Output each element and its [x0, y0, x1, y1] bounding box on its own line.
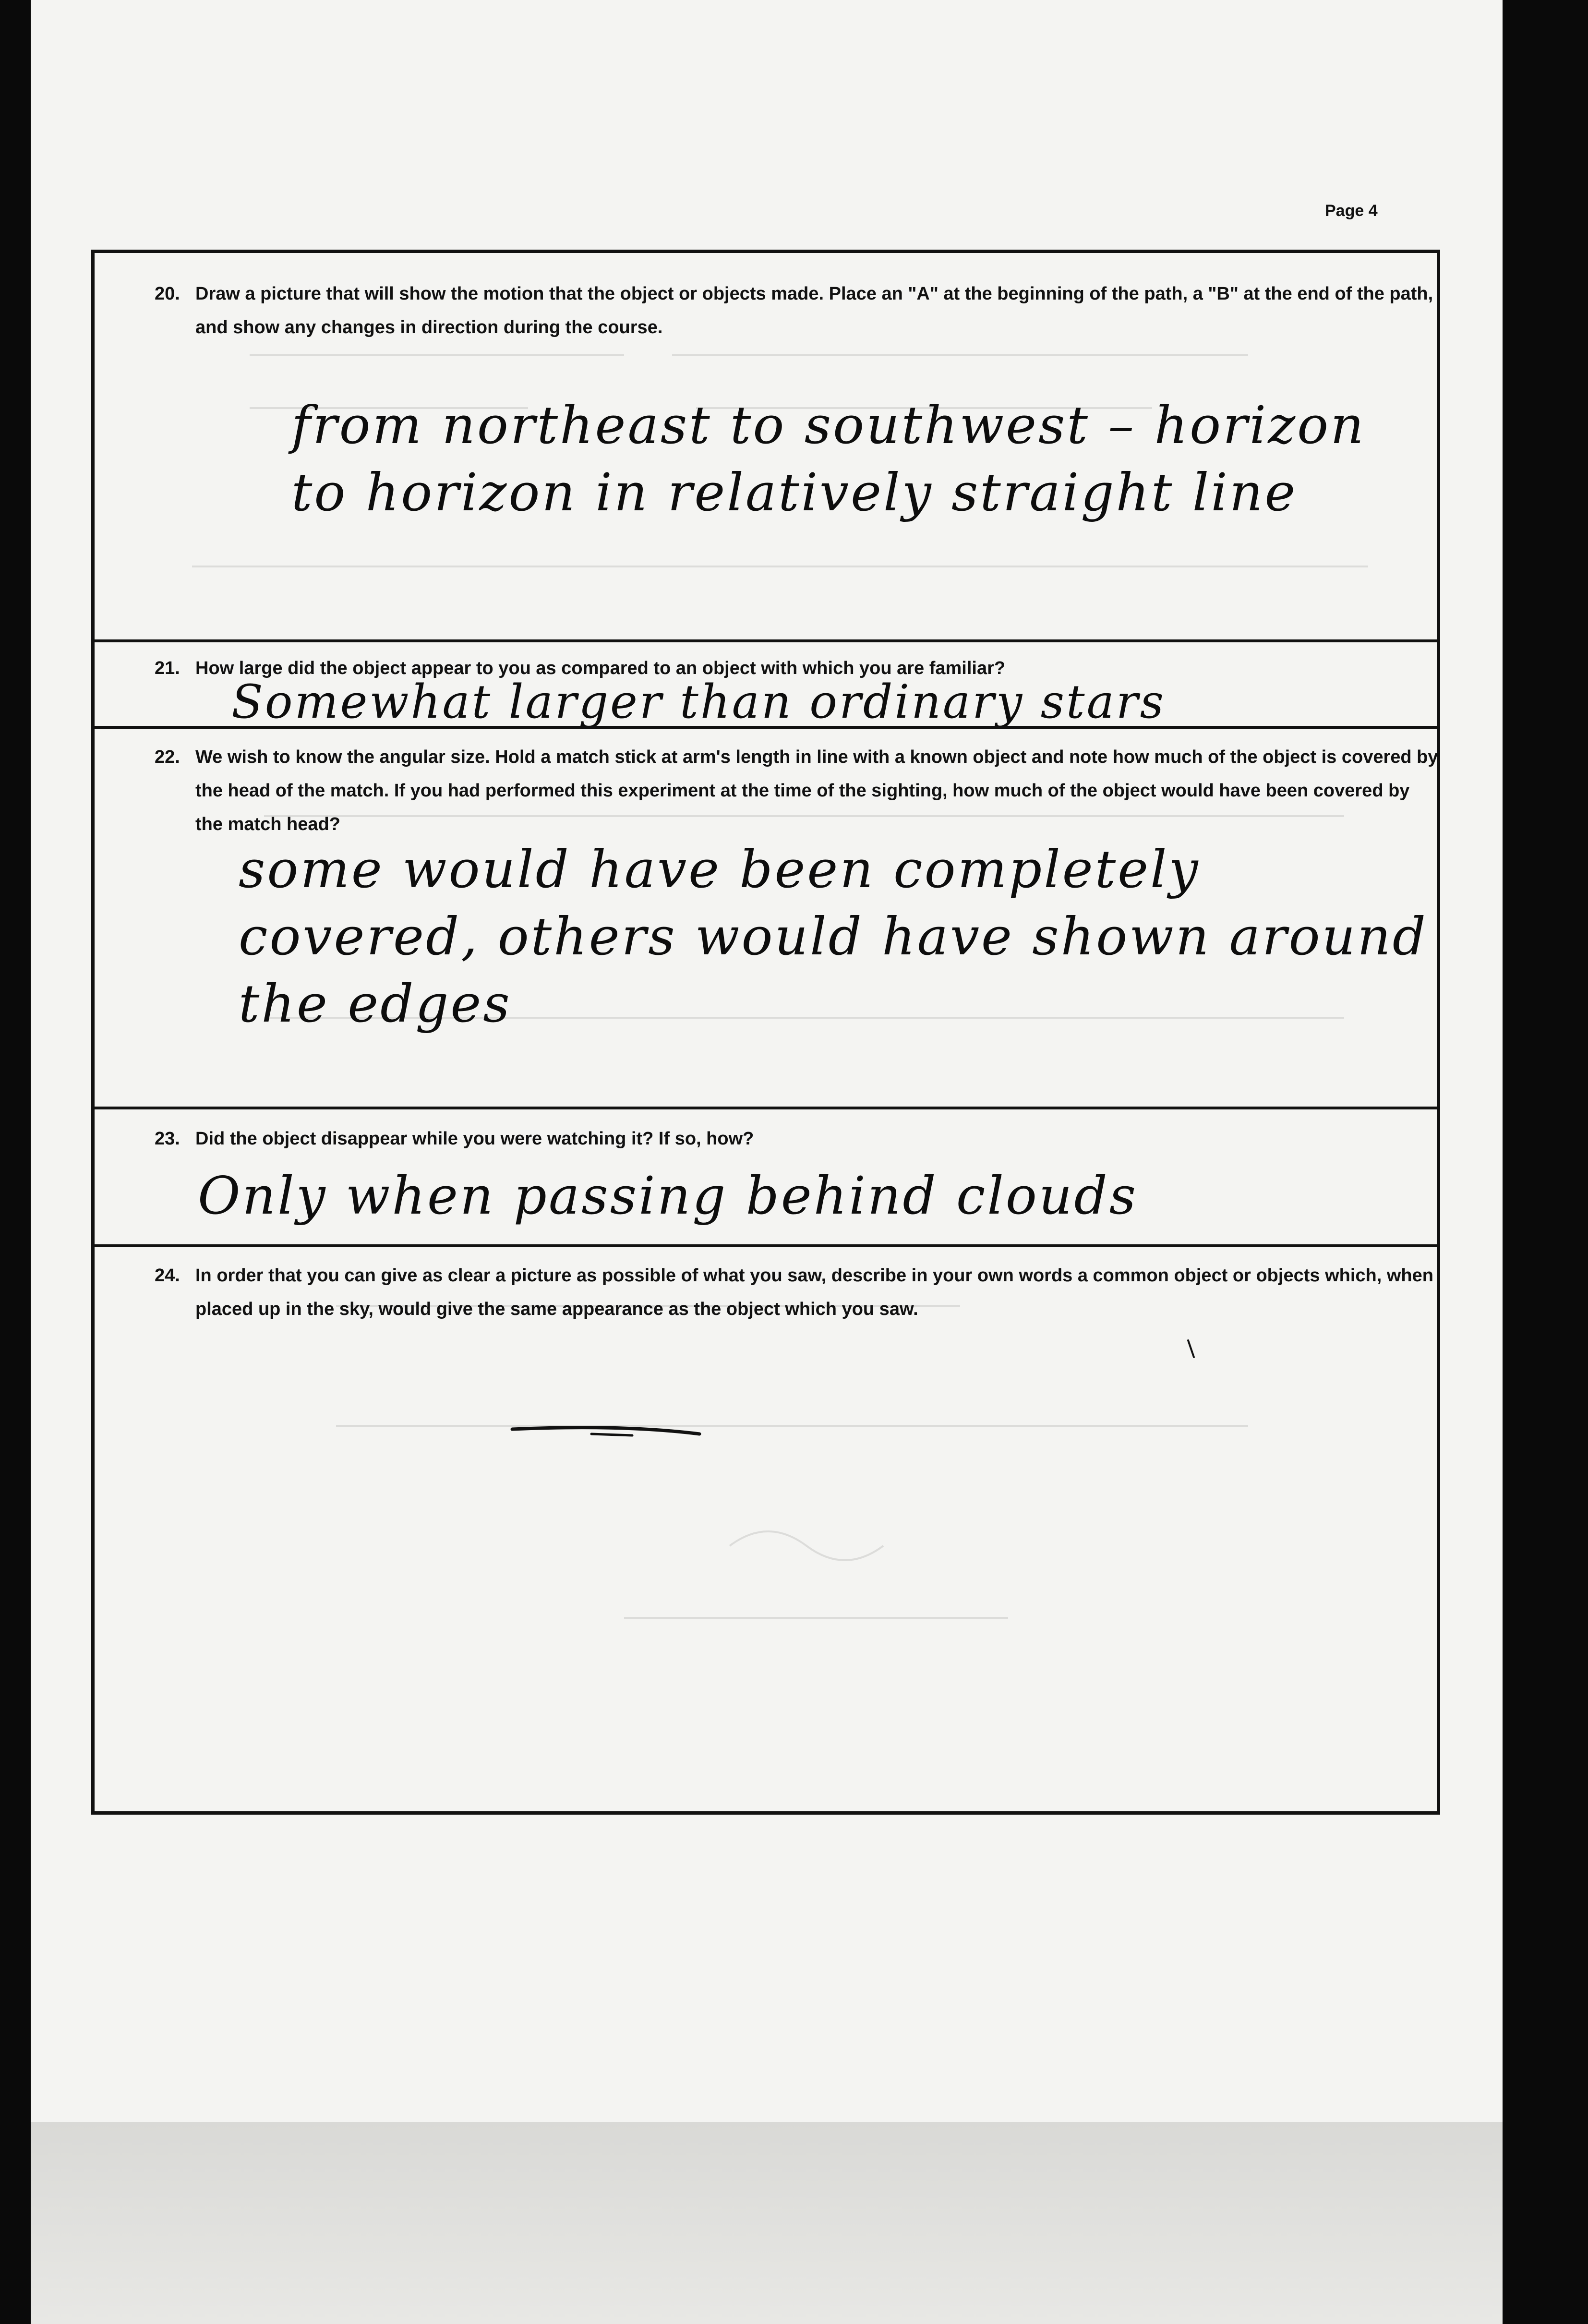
question-number: 20. — [155, 284, 180, 304]
dash-mark — [512, 1428, 699, 1434]
page-number: Page 4 — [1325, 202, 1378, 220]
question-text: We wish to know the angular size. Hold a match stick at arm's length in line with a known object and note how much of the object is covered by the head of the match. If you had performed this experiment at the time of the sighting, how much of the object would have been covered by the match head? — [195, 747, 1438, 834]
question-text: In order that you can give as clear a picture as possible of what you saw, describe in your own words a common object or objects which, when placed up in the sky, would give the same appearance as the object which you saw. — [195, 1265, 1433, 1319]
tick-mark — [1188, 1340, 1194, 1357]
question-text: Draw a picture that will show the motion that the object or objects made. Place an "A" at the beginning of the path, a "B" at the end of the path, and show any changes in direction during the course. — [195, 284, 1433, 337]
question-number: 22. — [155, 747, 180, 767]
question-number: 24. — [155, 1265, 180, 1286]
answer-21: Somewhat larger than ordinary stars — [231, 675, 1166, 729]
answer-22-line-3: the edges — [239, 974, 512, 1034]
answer-22-line-1: some would have been completely — [239, 840, 1200, 900]
answer-23: Only when passing behind clouds — [198, 1166, 1138, 1226]
answer-22-line-2: covered, others would have shown around — [239, 907, 1428, 967]
answer-24-sketch — [95, 253, 1437, 1811]
question-text: Did the object disappear while you were watching it? If so, how? — [195, 1129, 754, 1149]
dash-mark — [591, 1434, 632, 1435]
question-text: How large did the object appear to you as compared to an object with which you are familiar? — [195, 658, 1006, 678]
questionnaire-box — [91, 250, 1440, 1815]
underlying-page — [31, 2122, 1503, 2324]
question-number: 23. — [155, 1129, 180, 1149]
question-number: 21. — [155, 658, 180, 678]
answer-20-line-2: to horizon in relatively straight line — [291, 463, 1298, 523]
answer-20-line-1: from northeast to southwest – horizon — [291, 396, 1366, 456]
